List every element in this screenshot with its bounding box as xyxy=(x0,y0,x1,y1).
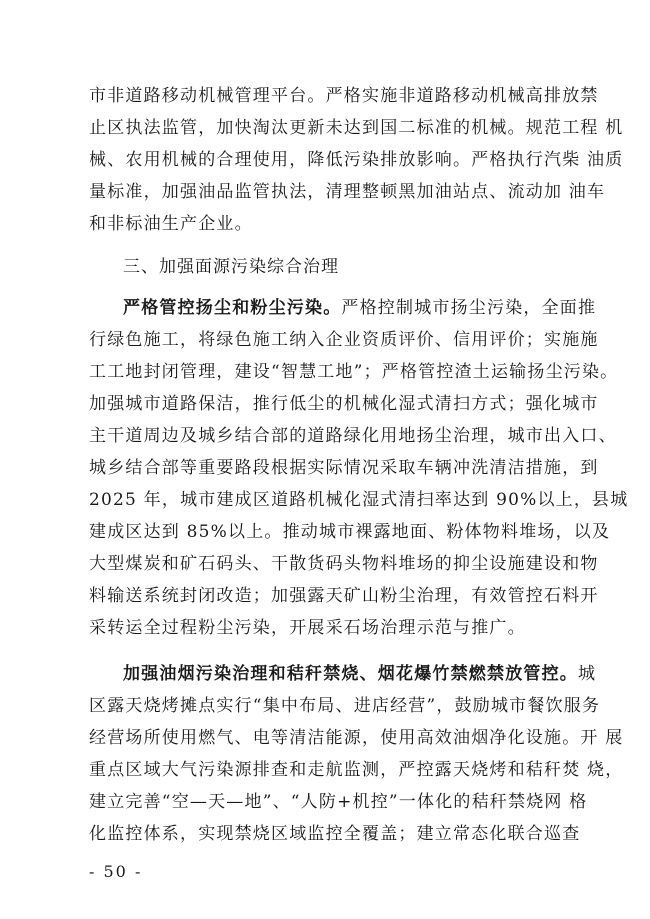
paragraph2-line: 料输送系统封闭改造；加强露天矿山粉尘治理，有效管控石料开 xyxy=(89,586,599,606)
paragraph2-line: 采转运全过程粉尘污染，开展采石场治理示范与推广。 xyxy=(89,618,526,638)
paragraph2-line: 城乡结合部等重要路段根据实际情况采取车辆冲洗清洁措施，到 xyxy=(89,458,599,478)
paragraph2-line: 工工地封闭管理，建设“智慧工地”；严格管控渣土运输扬尘污染。 xyxy=(89,362,619,382)
paragraph1-line: 和非标油生产企业。 xyxy=(89,214,253,234)
paragraph2-line: 行绿色施工，将绿色施工纳入企业资质评价、信用评价；实施施 xyxy=(89,330,599,350)
paragraph1-line: 市非道路移动机械管理平台。严格实施非道路移动机械高排放禁 xyxy=(89,86,599,106)
paragraph2-line: 建成区达到 85%以上。推动城市裸露地面、粉体物料堆场，以及 xyxy=(89,522,611,542)
paragraph2-first-rest: 严格控制城市扬尘污染，全面推 xyxy=(341,298,597,318)
paragraph2-line: 2025 年，城市建成区道路机械化湿式清扫率达到 90%以上，县城 xyxy=(89,490,629,510)
paragraph3-line: 区露天烧烤摊点实行“集中布局、进店经营”，鼓励城市餐饮服务 xyxy=(89,696,601,716)
paragraph3-line: 建立完善“空—天—地”、“人防+机控”一体化的秸秆禁烧网 格 xyxy=(89,792,588,812)
paragraph3-line: 经营场所使用燃气、电等清洁能源，使用高效油烟净化设施。开 展 xyxy=(89,728,624,748)
paragraph3-line: 化监控体系，实现禁烧区域监控全覆盖；建立常态化联合巡查 xyxy=(89,824,581,844)
paragraph3-first-line xyxy=(123,662,597,686)
paragraph2-line: 主干道周边及城乡结合部的道路绿化用地扬尘治理，城市出入口、 xyxy=(89,426,617,446)
paragraph3-lead: 加强油烟污染治理和秸秆禁烧、烟花爆竹禁燃禁放管控。 xyxy=(123,664,578,684)
paragraph3-line: 重点区域大气污染源排查和走航监测，严控露天烧烤和秸秆焚 烧， xyxy=(89,760,624,780)
section-heading: 三、加强面源污染综合治理 xyxy=(123,257,339,277)
page-number: - 50 - xyxy=(89,862,143,881)
paragraph2-line: 加强城市道路保洁，推行低尘的机械化湿式清扫方式；强化城市 xyxy=(89,394,599,414)
paragraph2-first-line xyxy=(123,296,597,320)
paragraph1-line: 量标准，加强油品监管执法，清理整顿黑加油站点、流动加 油车 xyxy=(89,182,606,202)
paragraph1-line: 械、农用机械的合理使用，降低污染排放影响。严格执行汽柴 油质 xyxy=(89,150,624,170)
paragraph2-line: 大型煤炭和矿石码头、干散货码头物料堆场的抑尘设施建设和物 xyxy=(89,554,599,574)
paragraph2-lead: 严格管控扬尘和粉尘污染。 xyxy=(123,298,342,318)
paragraph1-line: 止区执法监管，加快淘汰更新未达到国二标准的机械。规范工程 机 xyxy=(89,118,624,138)
paragraph3-first-rest: 城 xyxy=(578,664,597,684)
